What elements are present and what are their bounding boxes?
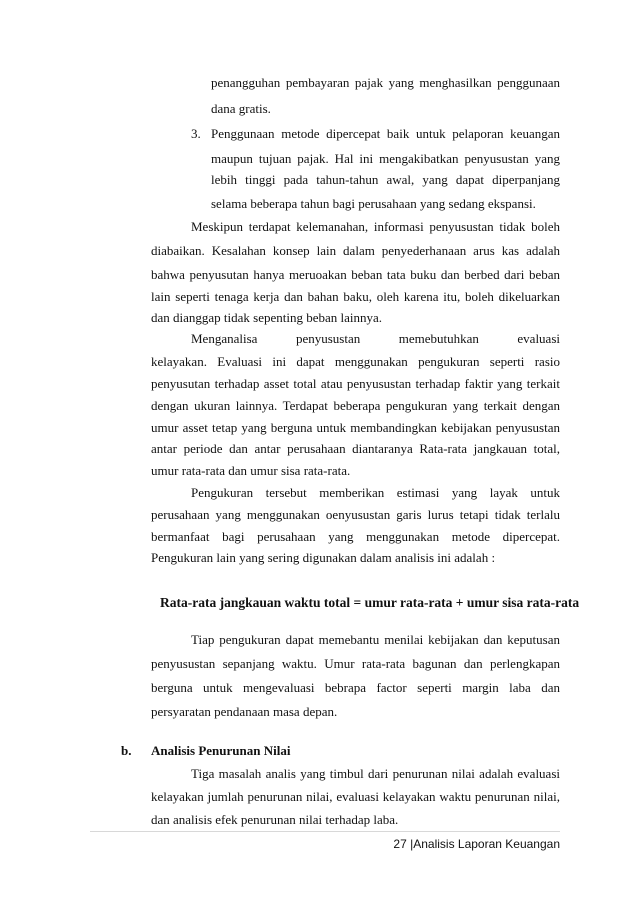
paragraph-line: antar periode dan antar perusahaan diantaranya Rata-rata jangkauan total, xyxy=(151,441,560,456)
paragraph-line: dan analisis efek penurunan nilai terhadap laba. xyxy=(151,812,399,827)
paragraph-line: dan dianggap tidak sepenting beban lainnya. xyxy=(151,310,383,325)
paragraph-line: Pengukuran tersebut memberikan estimasi yang layak untuk xyxy=(191,485,560,500)
page-footer: 27 |Analisis Laporan Keuangan xyxy=(393,837,560,851)
list-continuation-line: dana gratis. xyxy=(211,101,271,116)
paragraph-line: penyusustan sepanjang waktu. Umur rata-rata bagunan dan perlengkapan xyxy=(151,656,560,671)
list-item-number: 3. xyxy=(191,126,201,141)
paragraph-line: penyusutan terhadap asset total atau penyusustan terhadap faktir yang terkait xyxy=(151,376,560,391)
list-item-line: Penggunaan metode dipercepat baik untuk pelaporan keuangan xyxy=(211,126,560,141)
list-continuation-line: penangguhan pembayaran pajak yang menghasilkan penggunaan xyxy=(211,75,560,90)
paragraph-line: Pengukuran lain yang sering digunakan dalam analisis ini adalah : xyxy=(151,550,496,565)
section-heading: Analisis Penurunan Nilai xyxy=(151,743,291,758)
paragraph-line: lain seperti tenaga kerja dan bahan baku, oleh karena itu, boleh dikeluarkan xyxy=(151,289,560,304)
paragraph-line: umur rata-rata dan umur sisa rata-rata. xyxy=(151,463,351,478)
paragraph-line: Tiap pengukuran dapat memebantu menilai kebijakan dan keputusan xyxy=(191,632,560,647)
paragraph-line: Menganalisa penyusustan memebutuhkan evaluasi xyxy=(191,331,560,346)
paragraph-line: perusahaan yang menggunakan oenyusustan garis lurus tetapi tidak terlalu xyxy=(151,507,560,522)
paragraph-line: kelayakan. Evaluasi ini dapat menggunakan pengukuran seperti rasio xyxy=(151,354,560,369)
paragraph-line: bermanfaat bagi perusahaan yang menggunakan metode dipercepat. xyxy=(151,529,560,544)
paragraph-line: dengan ukuran lainnya. Terdapat beberapa pengukuran yang terkait dengan xyxy=(151,398,560,413)
paragraph-line: berguna untuk mengevaluasi bebrapa factor seperti margin laba dan xyxy=(151,680,560,695)
paragraph-line: bahwa penyusutan hanya meruoakan beban tata buku dan berbed dari beban xyxy=(151,267,560,282)
footer-divider xyxy=(90,831,560,832)
paragraph-line: diabaikan. Kesalahan konsep lain dalam penyederhanaan arus kas adalah xyxy=(151,243,560,258)
paragraph-line: umur asset tetap yang berguna untuk membandingkan kebijakan penyusustan xyxy=(151,420,560,435)
paragraph-line: Meskipun terdapat kelemanahan, informasi penyusustan tidak boleh xyxy=(191,219,560,234)
paragraph-line: Tiga masalah analis yang timbul dari penurunan nilai adalah evaluasi xyxy=(191,766,560,781)
paragraph-line: persyaratan pendanaan masa depan. xyxy=(151,704,338,719)
section-label: b. xyxy=(121,743,132,758)
list-item-line: maupun tujuan pajak. Hal ini mengakibatkan penyusustan yang xyxy=(211,151,560,166)
paragraph-line: kelayakan jumlah penurunan nilai, evaluasi kelayakan waktu penurunan nilai, xyxy=(151,789,560,804)
list-item-line: lebih tinggi pada tahun-tahun awal, yang dapat diperpanjang xyxy=(211,172,560,187)
list-item-line: selama beberapa tahun bagi perusahaan yang sedang ekspansi. xyxy=(211,196,536,211)
formula: Rata-rata jangkauan waktu total = umur rata-rata + umur sisa rata-rata xyxy=(160,595,580,610)
